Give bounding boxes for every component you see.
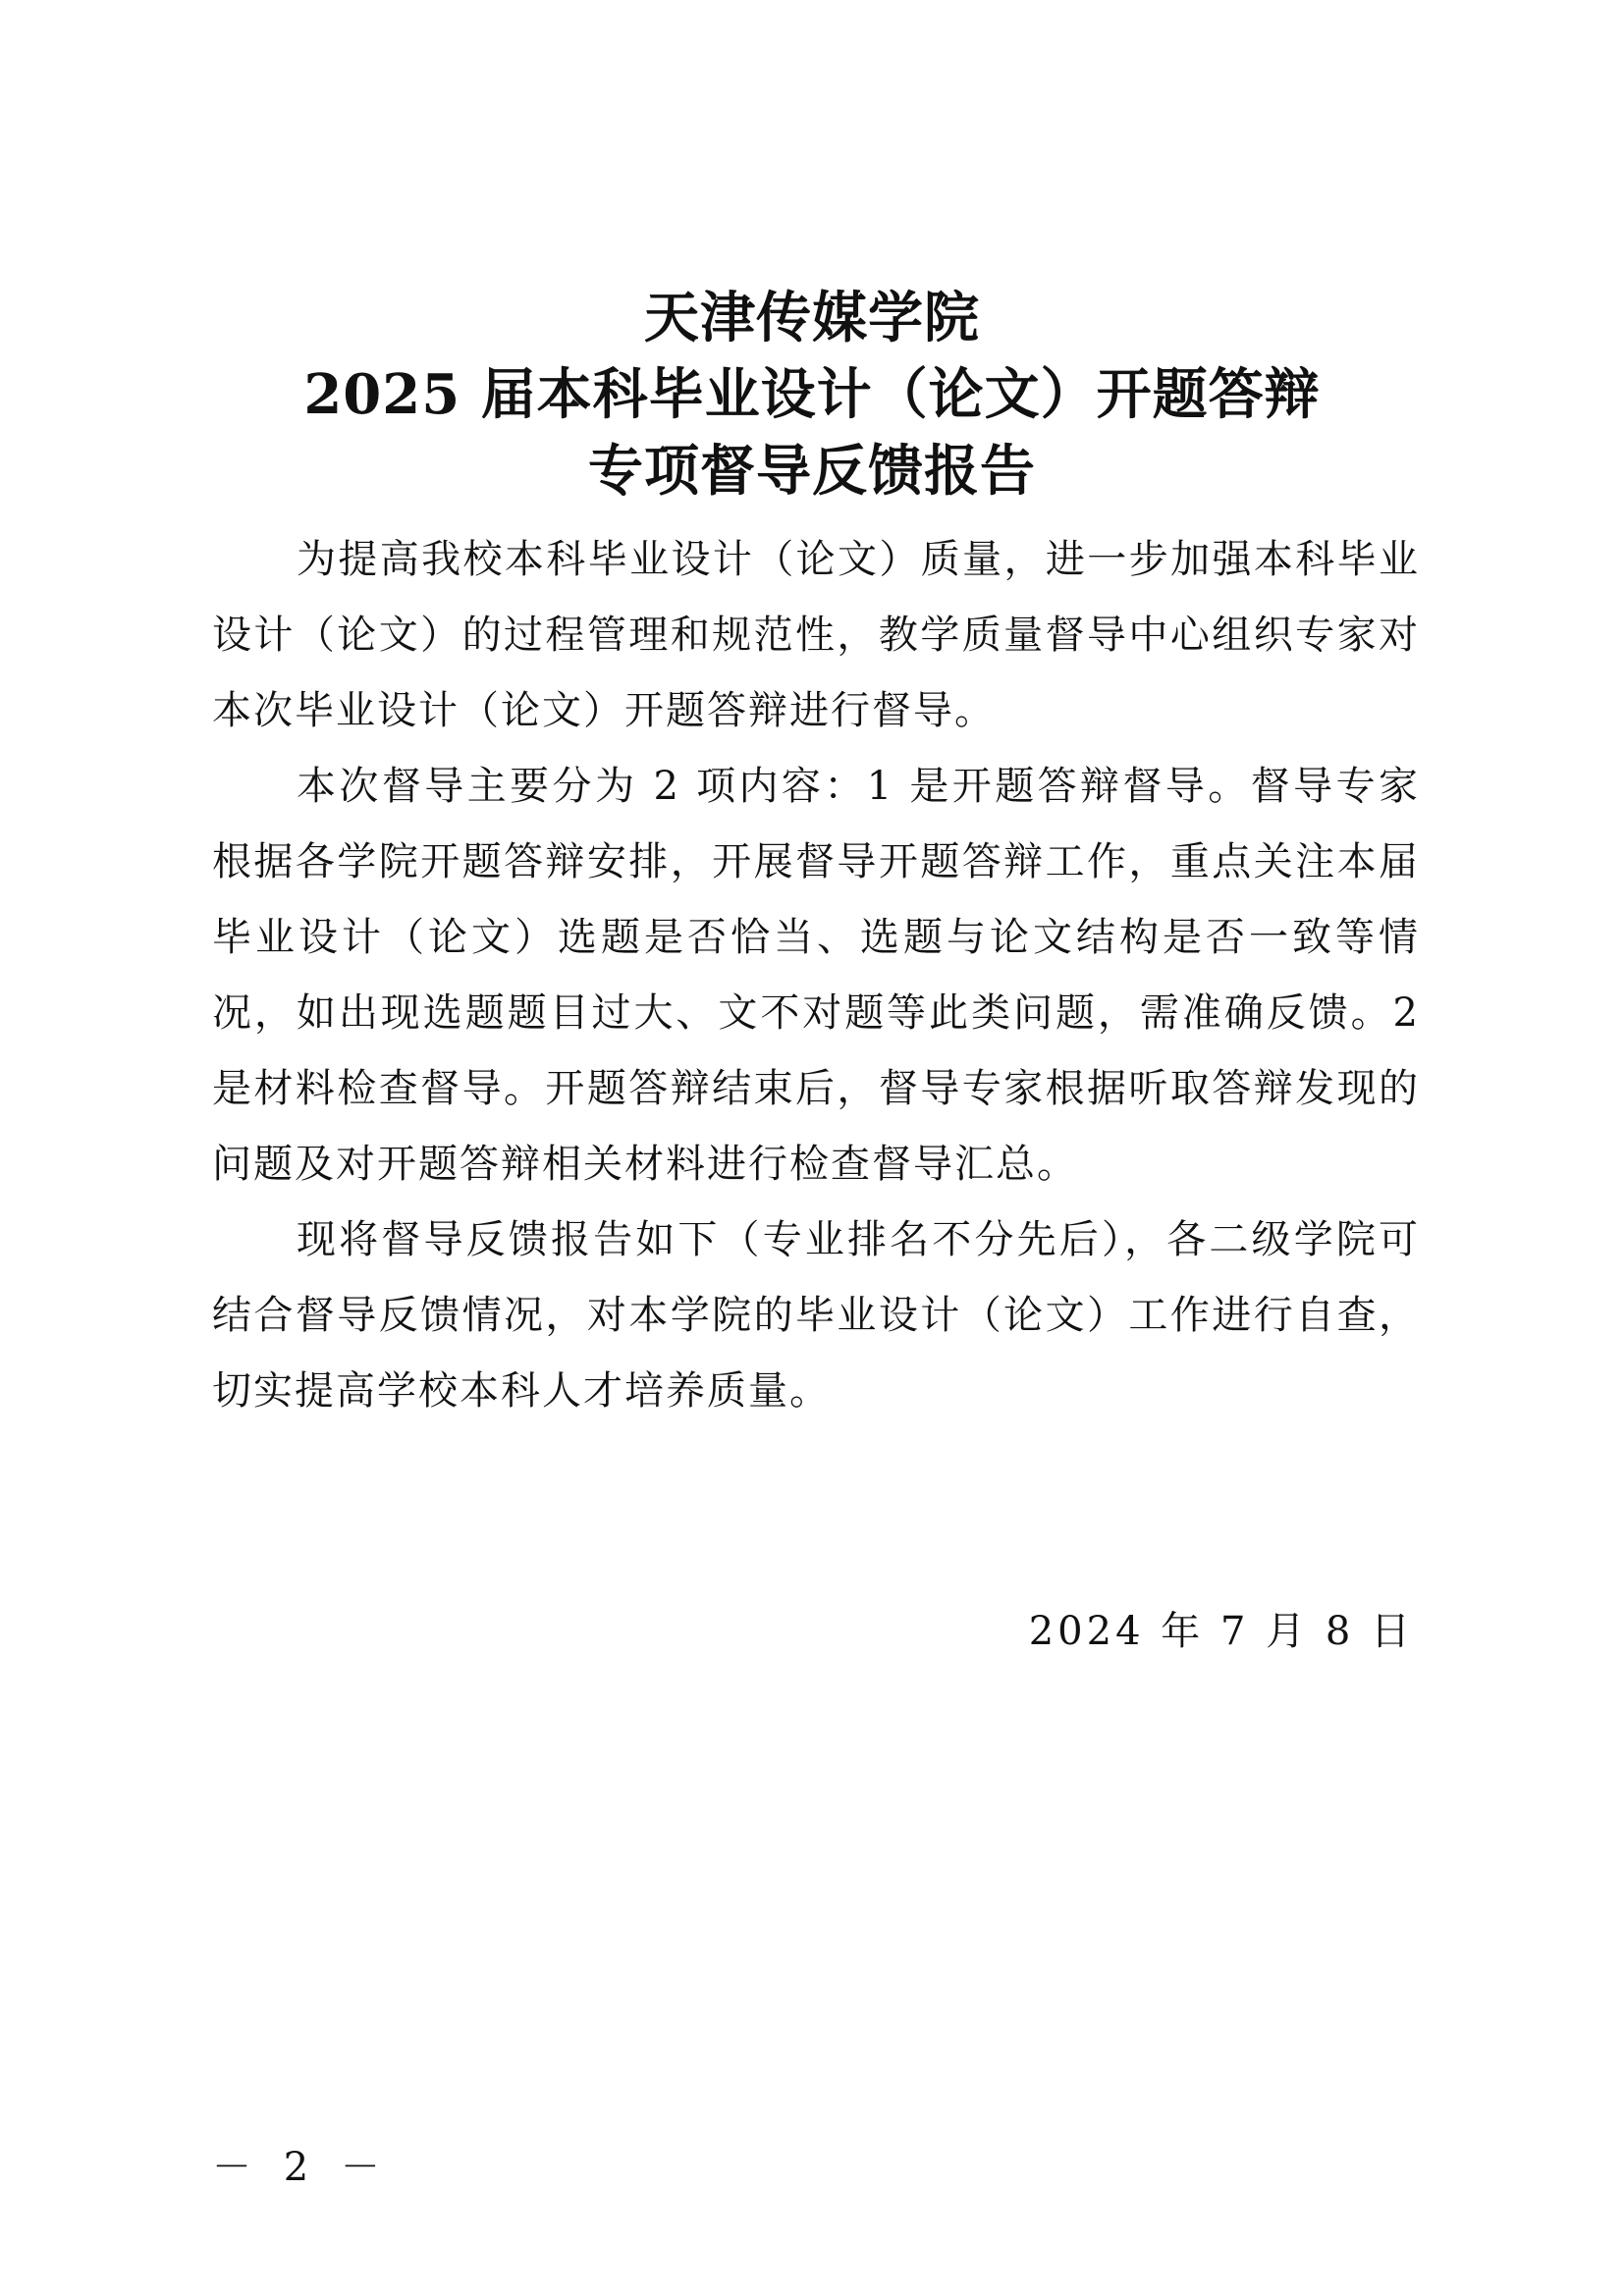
title-subject: 2025 届本科毕业设计（论文）开题答辩 <box>303 362 1321 427</box>
paragraph-content: 本次督导主要分为 2 项内容：1 是开题答辩督导。督导专家根据各学院开题答辩安排，开展督导开题答辩工作，重点关注本届毕业设计（论文）选题是否恰当、选题与论文结构是否一致等情况，如出现选题题目过大、文不对题等此类问题，需准确反馈。2 是材料检查督导。开题答辩结束后，督导专家根据听取答辩发现的问题及对开题答辩相关材料进行检查督导汇总。 <box>212 764 1420 1187</box>
document-date: 2024 年 7 月 8 日 <box>1028 1609 1414 1654</box>
document-title <box>0 280 1624 509</box>
title-institution: 天津传媒学院 <box>644 286 980 350</box>
paragraph-conclusion: 现将督导反馈报告如下（专业排名不分先后），各二级学院可结合督导反馈情况，对本学院的毕业设计（论文）工作进行自查，切实提高学校本科人才培养质量。 <box>212 1217 1420 1414</box>
paragraph-intro: 为提高我校本科毕业设计（论文）质量，进一步加强本科毕业设计（论文）的过程管理和规范性，教学质量督导中心组织专家对本次毕业设计（论文）开题答辩进行督导。 <box>212 537 1420 733</box>
title-report-name: 专项督导反馈报告 <box>588 439 1036 504</box>
page-number: － 2 － <box>212 2145 390 2190</box>
document-body <box>212 522 1420 1429</box>
